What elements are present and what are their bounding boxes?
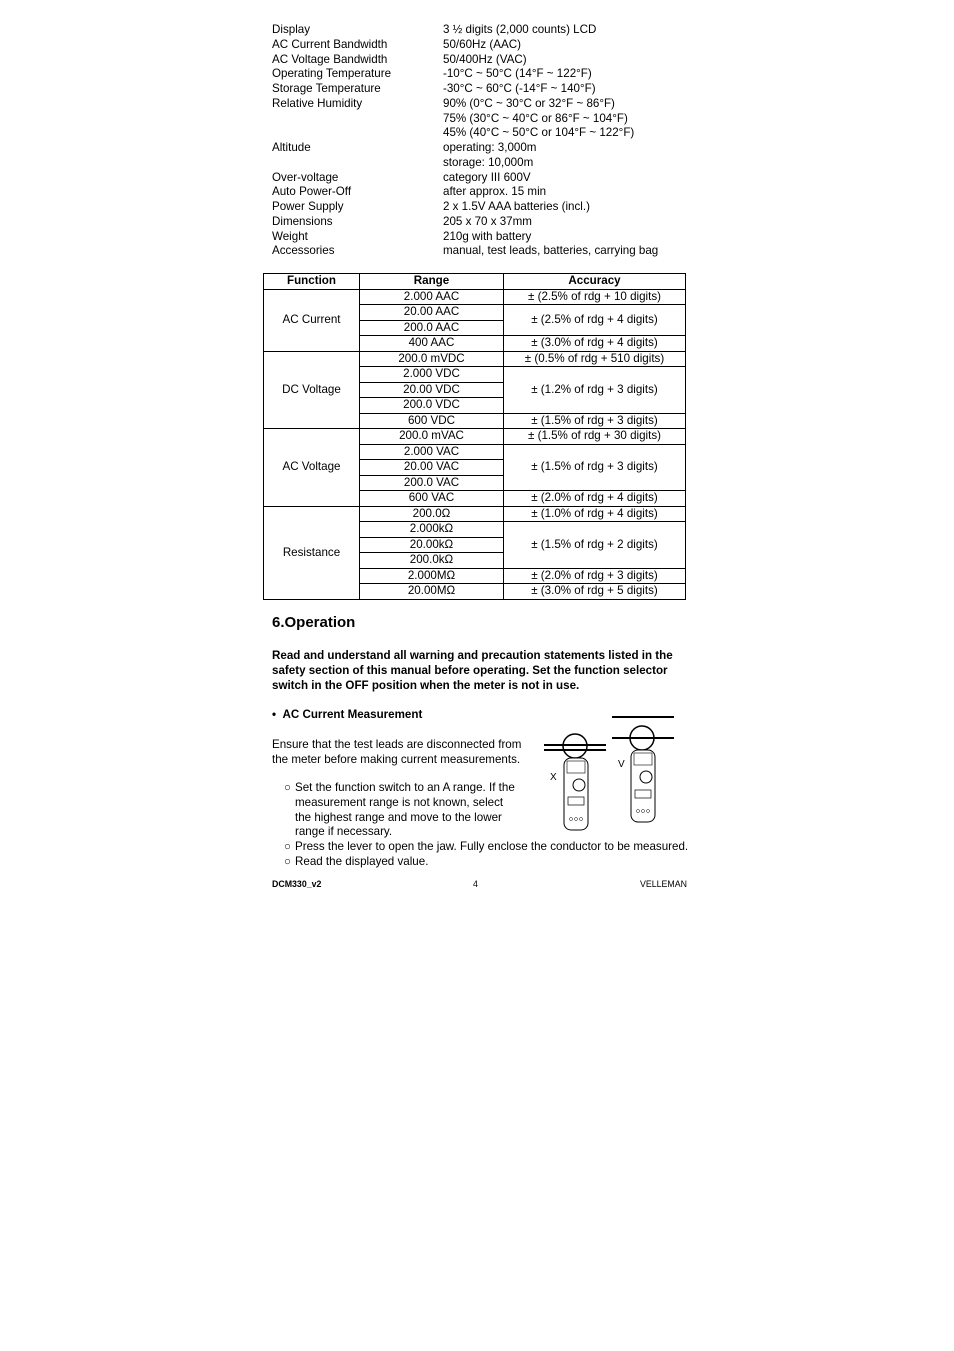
range-cell: 200.0 AAC bbox=[360, 320, 504, 336]
range-cell: 200.0 VDC bbox=[360, 398, 504, 414]
spec-value: after approx. 15 min bbox=[443, 185, 547, 199]
range-cell: 400 AAC bbox=[360, 336, 504, 352]
accuracy-cell: ± (3.0% of rdg + 4 digits) bbox=[504, 336, 686, 352]
footer-brand: VELLEMAN bbox=[640, 879, 687, 889]
range-cell: 20.00kΩ bbox=[360, 537, 504, 553]
accuracy-cell: ± (1.5% of rdg + 3 digits) bbox=[504, 413, 686, 429]
range-cell: 200.0 VAC bbox=[360, 475, 504, 491]
function-cell: Resistance bbox=[264, 506, 360, 599]
spec-label: Weight bbox=[272, 229, 308, 243]
range-cell: 2.000 VDC bbox=[360, 367, 504, 383]
spec-row bbox=[272, 53, 692, 68]
accuracy-cell: ± (1.2% of rdg + 3 digits) bbox=[504, 367, 686, 414]
circle-bullet-icon: ○ bbox=[284, 840, 292, 854]
accuracy-cell: ± (2.5% of rdg + 10 digits) bbox=[504, 289, 686, 305]
accuracy-cell: ± (2.0% of rdg + 4 digits) bbox=[504, 491, 686, 507]
safety-warning: Read and understand all warning and precaution statements listed in the safety section of this manual before operating. Set the function selector switch in the OFF position when the meter is not in use. bbox=[272, 649, 673, 692]
range-cell: 2.000kΩ bbox=[360, 522, 504, 538]
header-function: Function bbox=[264, 274, 360, 290]
header-accuracy: Accuracy bbox=[504, 274, 686, 290]
function-cell: DC Voltage bbox=[264, 351, 360, 429]
right-label: V bbox=[618, 759, 625, 770]
spec-value: -30°C ~ 60°C (-14°F ~ 140°F) bbox=[443, 82, 596, 95]
specifications-list bbox=[272, 23, 692, 259]
accuracy-cell: ± (2.0% of rdg + 3 digits) bbox=[504, 568, 686, 584]
spec-row bbox=[272, 82, 692, 97]
spec-label: Accessories bbox=[272, 244, 335, 258]
table-row bbox=[264, 429, 686, 445]
spec-label: Relative Humidity bbox=[272, 96, 363, 110]
spec-row bbox=[272, 112, 692, 127]
spec-value: 210g with battery bbox=[443, 229, 532, 243]
accuracy-cell: ± (1.5% of rdg + 2 digits) bbox=[504, 522, 686, 569]
bullet-heading bbox=[272, 708, 422, 721]
table-row bbox=[264, 506, 686, 522]
spec-row bbox=[272, 156, 692, 171]
accuracy-cell: ± (0.5% of rdg + 510 digits) bbox=[504, 351, 686, 367]
spec-value: 3 ½ digits (2,000 counts) LCD bbox=[443, 23, 597, 36]
spec-label: Auto Power-Off bbox=[272, 185, 352, 199]
section-title: 6.Operation bbox=[272, 614, 356, 631]
spec-label: AC Current Bandwidth bbox=[272, 37, 388, 51]
spec-label: Operating Temperature bbox=[272, 67, 392, 81]
accuracy-cell: ± (1.5% of rdg + 30 digits) bbox=[504, 429, 686, 445]
spec-row bbox=[272, 215, 692, 230]
function-cell: AC Voltage bbox=[264, 429, 360, 507]
list-item bbox=[284, 855, 694, 870]
spec-row bbox=[272, 23, 692, 38]
range-cell: 200.0kΩ bbox=[360, 553, 504, 569]
spec-value: 75% (30°C ~ 40°C or 86°F ~ 104°F) bbox=[443, 111, 628, 125]
header-range: Range bbox=[360, 274, 504, 290]
spec-value: 45% (40°C ~ 50°C or 104°F ~ 122°F) bbox=[443, 126, 635, 140]
wrong-usage-figure bbox=[544, 734, 606, 830]
spec-row bbox=[272, 141, 692, 156]
range-cell: 20.00 VAC bbox=[360, 460, 504, 476]
range-cell: 2.000 VAC bbox=[360, 444, 504, 460]
spec-row bbox=[272, 67, 692, 82]
accuracy-table bbox=[263, 273, 686, 600]
step-text: Press the lever to open the jaw. Fully enclose the conductor to be measured. bbox=[295, 840, 689, 854]
list-item bbox=[284, 840, 694, 855]
step-text: Read the displayed value. bbox=[295, 854, 429, 868]
spec-value: 50/60Hz (AAC) bbox=[443, 37, 521, 51]
spec-row bbox=[272, 97, 692, 112]
accuracy-cell: ± (3.0% of rdg + 5 digits) bbox=[504, 584, 686, 600]
range-cell: 2.000MΩ bbox=[360, 568, 504, 584]
circle-bullet-icon: ○ bbox=[284, 854, 292, 868]
range-cell: 20.00MΩ bbox=[360, 584, 504, 600]
spec-label bbox=[272, 126, 443, 141]
table-row bbox=[264, 351, 686, 367]
spec-label: AC Voltage Bandwidth bbox=[272, 52, 388, 66]
correct-usage-figure bbox=[612, 717, 674, 822]
accuracy-cell: ± (2.5% of rdg + 4 digits) bbox=[504, 305, 686, 336]
spec-value: storage: 10,000m bbox=[443, 155, 534, 169]
wrong-label: X bbox=[550, 772, 557, 783]
spec-value: 50/400Hz (VAC) bbox=[443, 52, 527, 66]
clamp-meter-illustration bbox=[540, 712, 680, 837]
spec-row bbox=[272, 200, 692, 215]
spec-label bbox=[272, 156, 443, 171]
spec-row bbox=[272, 185, 692, 200]
spec-value: operating: 3,000m bbox=[443, 141, 537, 154]
bullet-heading-text: AC Current Measurement bbox=[282, 708, 423, 721]
footer-page-number: 4 bbox=[473, 879, 478, 889]
spec-label: Altitude bbox=[272, 141, 311, 154]
spec-row bbox=[272, 126, 692, 141]
spec-label: Power Supply bbox=[272, 200, 344, 213]
list-item bbox=[284, 781, 520, 840]
table-row bbox=[264, 289, 686, 305]
spec-value: 2 x 1.5V AAA batteries (incl.) bbox=[443, 200, 590, 213]
range-cell: 200.0 mVAC bbox=[360, 429, 504, 445]
spec-label: Dimensions bbox=[272, 214, 333, 228]
spec-row bbox=[272, 171, 692, 186]
spec-label: Storage Temperature bbox=[272, 82, 381, 95]
range-cell: 20.00 AAC bbox=[360, 305, 504, 321]
range-cell: 600 VDC bbox=[360, 413, 504, 429]
circle-bullet-icon: ○ bbox=[284, 781, 292, 794]
range-cell: 20.00 VDC bbox=[360, 382, 504, 398]
range-cell: 600 VAC bbox=[360, 491, 504, 507]
footer-model: DCM330_v2 bbox=[272, 879, 322, 889]
spec-row bbox=[272, 244, 692, 259]
intro-paragraph: Ensure that the test leads are disconnected from the meter before making current measurements. bbox=[272, 738, 522, 766]
spec-label bbox=[272, 112, 443, 127]
spec-row bbox=[272, 38, 692, 53]
table-header-row bbox=[264, 274, 686, 290]
spec-value: 205 x 70 x 37mm bbox=[443, 214, 532, 228]
spec-label: Over-voltage bbox=[272, 170, 339, 184]
spec-value: -10°C ~ 50°C (14°F ~ 122°F) bbox=[443, 67, 592, 81]
range-cell: 200.0Ω bbox=[360, 506, 504, 522]
spec-value: category III 600V bbox=[443, 170, 531, 184]
function-cell: AC Current bbox=[264, 289, 360, 351]
spec-value: 90% (0°C ~ 30°C or 32°F ~ 86°F) bbox=[443, 96, 615, 110]
step-text: Set the function switch to an A range. If the measurement range is not known, select the highest range and move to the lower range if necessary. bbox=[295, 781, 515, 839]
bullet-icon: • bbox=[272, 708, 283, 721]
accuracy-cell: ± (1.5% of rdg + 3 digits) bbox=[504, 444, 686, 491]
spec-row bbox=[272, 230, 692, 245]
spec-value: manual, test leads, batteries, carrying bag bbox=[443, 244, 659, 258]
range-cell: 200.0 mVDC bbox=[360, 351, 504, 367]
accuracy-cell: ± (1.0% of rdg + 4 digits) bbox=[504, 506, 686, 522]
range-cell: 2.000 AAC bbox=[360, 289, 504, 305]
spec-label: Display bbox=[272, 23, 311, 36]
